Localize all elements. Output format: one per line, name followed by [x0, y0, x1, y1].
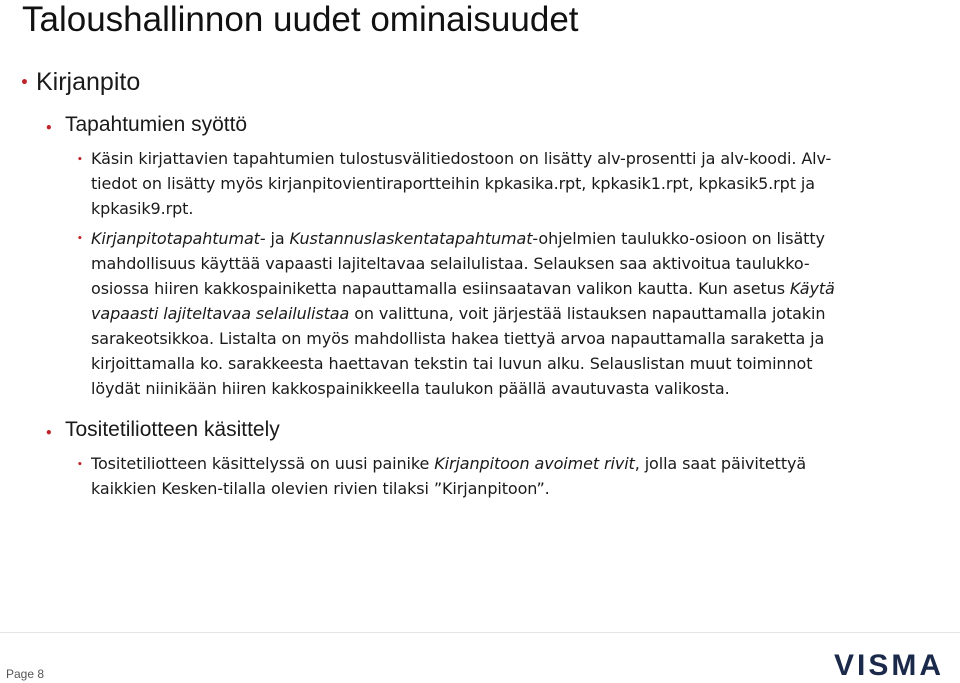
slide-title: Taloushallinnon uudet ominaisuudet [22, 0, 579, 39]
text-run: Tositetiliotteen käsittelyssä on uusi painike [91, 454, 435, 473]
text-run: sarakeotsikkoa. Listalta on myös mahdollista hakea tiettyä arvoa napauttamalla saraketta ja [91, 329, 825, 348]
text-line [91, 301, 935, 326]
paragraph-tositetiliote [91, 451, 935, 501]
text-line [91, 376, 935, 401]
text-line [91, 451, 935, 476]
text-line [91, 476, 935, 501]
text-run: -ohjelmien taulukko-osioon on lisätty [532, 229, 825, 248]
italic-term: Käytä [789, 279, 835, 298]
paragraph-alv-changes [91, 146, 935, 221]
text-line [91, 276, 935, 301]
text-line [91, 351, 935, 376]
footer-divider [0, 632, 960, 633]
paragraph-selailulista [91, 226, 935, 401]
bullet-marker: • [77, 460, 83, 470]
text-line [91, 226, 935, 251]
text-line: Käsin kirjattavien tapahtumien tulostusvälitiedostoon on lisätty alv-prosentti ja alv-koodi. Alv- [91, 149, 832, 168]
visma-logo-text: VISMA [834, 649, 945, 680]
bullet-marker: • [77, 155, 83, 165]
italic-term: Kirjanpitoon avoimet rivit [434, 454, 635, 473]
bullet-marker: • [20, 75, 29, 91]
bullet-marker: • [77, 234, 83, 244]
bullet-marker: • [45, 426, 53, 440]
text-run: , jolla saat päivitettyä [634, 454, 807, 473]
italic-term: Kirjanpitotapahtumat [91, 229, 260, 248]
visma-logo [820, 648, 950, 680]
section-heading-kirjanpito: Kirjanpito [36, 68, 141, 96]
text-line: kpkasik9.rpt. [91, 199, 194, 218]
text-line [91, 251, 935, 276]
subsection-heading-tapahtumien-syotto: Tapahtumien syöttö [65, 113, 248, 136]
text-line: tiedot on lisätty myös kirjanpitovientiraportteihin kpkasika.rpt, kpkasik1.rpt, kpkasik5.rpt ja [91, 174, 815, 193]
page-number: Page 8 [6, 667, 45, 681]
text-run: - ja [259, 229, 290, 248]
subsection-heading-tositetiliote: Tositetiliotteen käsittely [65, 418, 280, 441]
italic-term: vapaasti lajiteltavaa selailulistaa [91, 304, 350, 323]
text-run: kirjoittamalla ko. sarakkeesta haettavan tekstin tai luvun alku. Selauslistan muut toiminnot [91, 354, 813, 373]
bullet-marker: • [45, 121, 53, 135]
text-line [91, 326, 935, 351]
text-run: osiossa hiiren kakkospainiketta napauttamalla esiinsaatavan valikon kautta. Kun asetus [91, 279, 790, 298]
text-run: mahdollisuus käyttää vapaasti lajiteltavaa selailulistaa. Selauksen saa aktivoitua taulukko- [91, 254, 810, 273]
text-run: on valittuna, voit järjestää listauksen napauttamalla jotakin [349, 304, 826, 323]
text-run: löydät niinikään hiiren kakkospainikkeella taulukon päällä avautuvasta valikosta. [91, 379, 730, 398]
italic-term: Kustannuslaskentatapahtumat [289, 229, 533, 248]
text-run: kaikkien Kesken-tilalla olevien rivien tilaksi ”Kirjanpitoon”. [91, 479, 550, 498]
